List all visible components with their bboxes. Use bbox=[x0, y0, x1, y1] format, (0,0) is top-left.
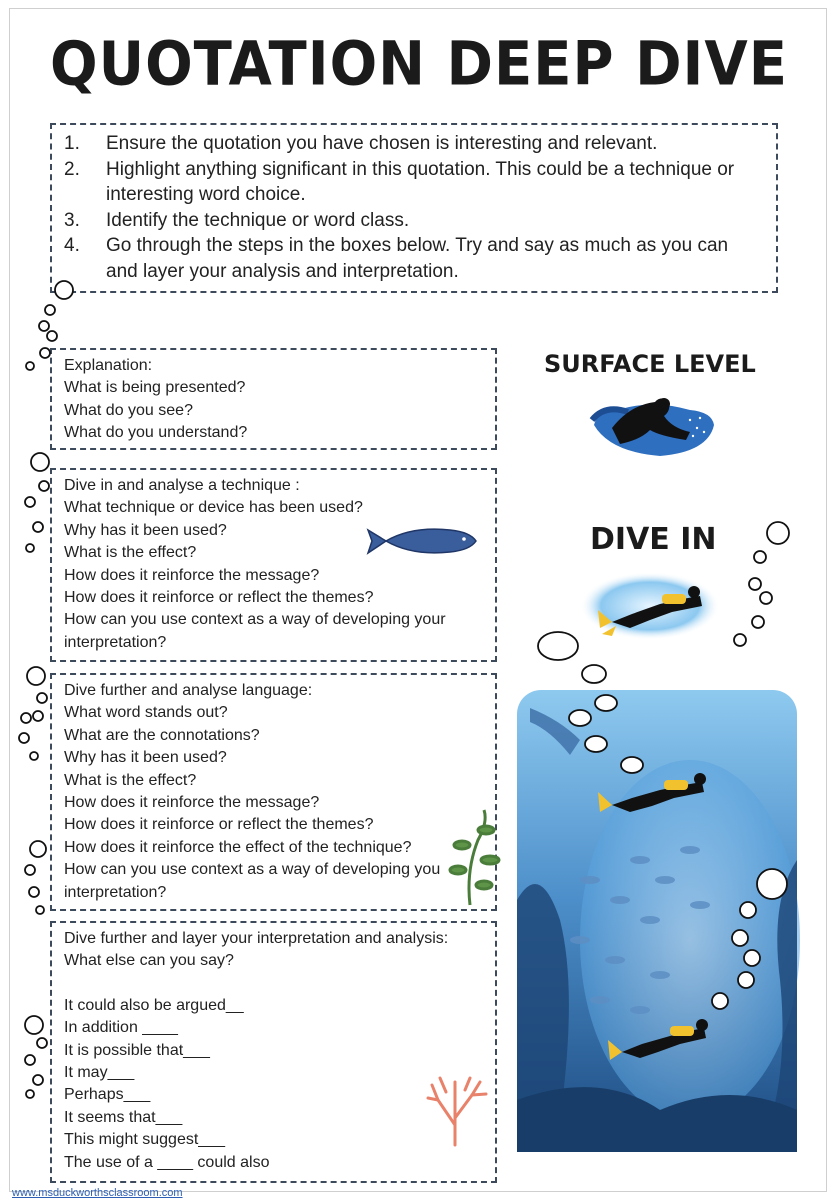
layer-heading: Dive further and layer your interpretation and analysis: bbox=[64, 930, 449, 947]
sentence-stem: It is possible that___ bbox=[64, 1041, 210, 1059]
coral-illustration bbox=[428, 1078, 486, 1145]
sentence-stem: Perhaps___ bbox=[64, 1086, 151, 1104]
technique-question: interpretation? bbox=[64, 633, 167, 651]
instruction-emphasis: significant bbox=[262, 158, 347, 180]
technique-question: How does it reinforce the message? bbox=[64, 566, 320, 584]
language-question: Why has it been used? bbox=[64, 749, 227, 767]
sentence-stem: The use of a ____ could also bbox=[64, 1153, 270, 1171]
instruction-text-part: Highlight anything bbox=[106, 158, 263, 180]
sentence-stem: It seems that___ bbox=[64, 1108, 183, 1126]
technique-question: How can you use context as a way of developing your bbox=[64, 611, 446, 629]
instruction-number: 4. bbox=[64, 235, 80, 256]
instruction-emphasis: interesting and relevant. bbox=[454, 133, 658, 154]
layer-question-emphasis: What bbox=[64, 952, 102, 970]
explanation-question: What is being presented? bbox=[64, 379, 246, 397]
explanation-question: What do you understand? bbox=[64, 424, 248, 442]
language-question: How does it reinforce the effect of the technique? bbox=[64, 838, 412, 856]
instruction-text-part: the technique or word class. bbox=[167, 209, 410, 231]
seaweed-illustration bbox=[450, 810, 499, 905]
deep-sea-illustration bbox=[517, 690, 800, 1152]
language-heading: Dive further and analyse language: bbox=[64, 682, 313, 699]
instruction-number: 2. bbox=[64, 158, 80, 180]
dive-in-diver-illustration bbox=[580, 572, 720, 640]
instruction-text-part: Go through the steps in the boxes below. Try and say as much as you can and layer your analysis and interpretation. bbox=[106, 235, 729, 282]
instruction-number: 3. bbox=[64, 209, 80, 231]
language-question: What word stands out? bbox=[64, 704, 228, 722]
surface-level-label: SURFACE LEVEL bbox=[544, 350, 756, 378]
instruction-text-part: Ensure the quotation you have chosen is bbox=[106, 133, 455, 154]
sentence-stem: In addition ____ bbox=[64, 1019, 178, 1037]
language-question: How can you use context as a way of developing you bbox=[64, 861, 441, 879]
page-title: QUOTATION DEEP DIVE bbox=[50, 29, 788, 100]
language-question: How does it reinforce the message? bbox=[64, 794, 320, 812]
technique-question: What technique or device has been used? bbox=[64, 499, 363, 517]
technique-heading: Dive in and analyse a technique : bbox=[64, 477, 300, 494]
language-question: How does it reinforce or reflect the themes? bbox=[64, 816, 374, 834]
sentence-stem: It may___ bbox=[64, 1064, 135, 1082]
surface-diver-illustration bbox=[592, 398, 714, 456]
explanation-heading: Explanation: bbox=[64, 357, 153, 374]
dive-in-label: DIVE IN bbox=[590, 522, 717, 557]
instruction-text-part: in this quotation. This could be a technique or interesting word choice. bbox=[106, 158, 735, 205]
language-question: What is the effect? bbox=[64, 771, 197, 789]
instruction-emphasis: Identify bbox=[106, 209, 168, 231]
technique-question: Why has it been used? bbox=[64, 521, 227, 539]
explanation-question: What do you see? bbox=[64, 401, 193, 419]
language-question: interpretation? bbox=[64, 883, 167, 901]
fish-illustration bbox=[368, 529, 476, 553]
sentence-stem: This might suggest___ bbox=[64, 1131, 225, 1149]
language-question: What are the connotations? bbox=[64, 726, 260, 744]
footer-website-link[interactable]: www.msduckworthsclassroom.com bbox=[12, 1187, 183, 1199]
instruction-number: 1. bbox=[64, 133, 80, 154]
technique-question: What is the effect? bbox=[64, 544, 197, 562]
bubbles-left-icon bbox=[19, 281, 73, 1098]
technique-question: How does it reinforce or reflect the themes? bbox=[64, 589, 374, 607]
sentence-stem: It could also be argued__ bbox=[64, 996, 244, 1014]
layer-question-text: else can you say? bbox=[101, 952, 234, 970]
